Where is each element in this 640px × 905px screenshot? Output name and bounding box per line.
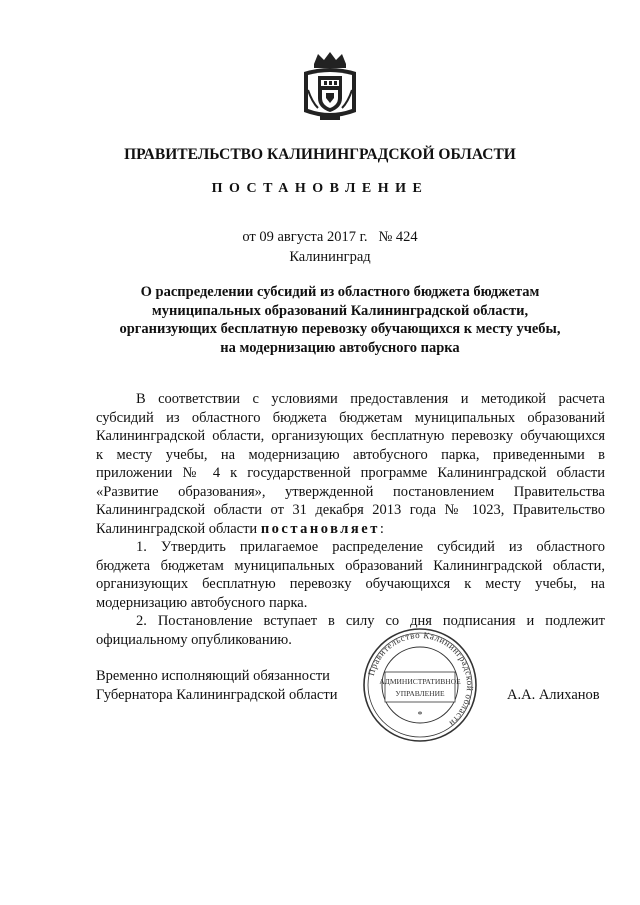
item2-line: 2. Постановление вступает в силу со дня подписания и подлежит (136, 613, 605, 629)
preamble-line: «Развитие образования», утвержденной постановлением Правительства (96, 483, 605, 500)
document-number: 424 (395, 229, 418, 245)
stamp-star: * (417, 710, 423, 721)
item1-line: организующих бесплатную перевозку обучающихся к месту учебы, на (96, 576, 605, 592)
item2-last-line: официальному опубликованию. (96, 631, 292, 648)
preamble-line: Калининградской области от 31 декабря 2013 года № 1023, Правительство (96, 502, 605, 518)
preamble-last-text: Калининградской области (96, 520, 258, 537)
item1-last-line: модернизацию автобусного парка. (96, 594, 308, 611)
government-name: ПРАВИТЕЛЬСТВО КАЛИНИНГРАДСКОЙ ОБЛАСТИ (124, 146, 516, 163)
preamble-line: В соответствии с условиями предоставления и методикой расчета (136, 391, 605, 407)
document-date: 09 августа 2017 г. (259, 229, 368, 245)
preamble-last-line: Калининградской области постановляет: (96, 520, 384, 537)
item1-line: бюджета бюджетам муниципальных образований Калининградской области, (96, 557, 605, 574)
title-line: О распределении субсидий из областного бюджета бюджетам (140, 284, 540, 300)
document-body (96, 390, 605, 649)
city: Калининград (289, 249, 371, 265)
stamp-center-line: УПРАВЛЕНИЕ (395, 689, 445, 698)
signatory-name: А.А. Алиханов (507, 687, 600, 703)
signatory-position (96, 667, 337, 705)
preamble-line: приложении № 4 к государственной программе Калининградской области (96, 465, 605, 481)
document-type: ПОСТАНОВЛЕНИЕ (211, 181, 429, 196)
position-line: Губернатора Калининградской области (96, 687, 338, 703)
date-number-line (200, 229, 460, 246)
official-stamp-icon (361, 626, 479, 744)
document-title (70, 283, 610, 357)
stamp-ring-text: Правительство Калининградской области (365, 629, 476, 729)
preamble-line: Калининградской области, организующих бесплатную перевозку обучающихся (96, 428, 605, 444)
preamble-line: субсидий из областного бюджета бюджетам муниципальных образований (96, 409, 605, 426)
decree-word: постановляет (260, 520, 380, 537)
title-line: на модернизацию автобусного парка (220, 339, 460, 356)
stamp-center-line: АДМИНИСТРАТИВНОЕ (379, 677, 461, 686)
title-line: организующих бесплатную перевозку обучающихся к месту учебы, (119, 321, 561, 337)
number-sign: № (378, 229, 393, 245)
coat-of-arms-icon (298, 50, 362, 124)
item1-line: 1. Утвердить прилагаемое распределение субсидий из областного (136, 539, 605, 555)
position-line: Временно исполняющий обязанности (96, 668, 330, 684)
preamble-line: к месту учебы, на модернизацию автобусного парка, приведенными в (96, 446, 605, 463)
date-prefix: от (242, 229, 256, 245)
title-line: муниципальных образований Калининградской области, (151, 302, 529, 319)
